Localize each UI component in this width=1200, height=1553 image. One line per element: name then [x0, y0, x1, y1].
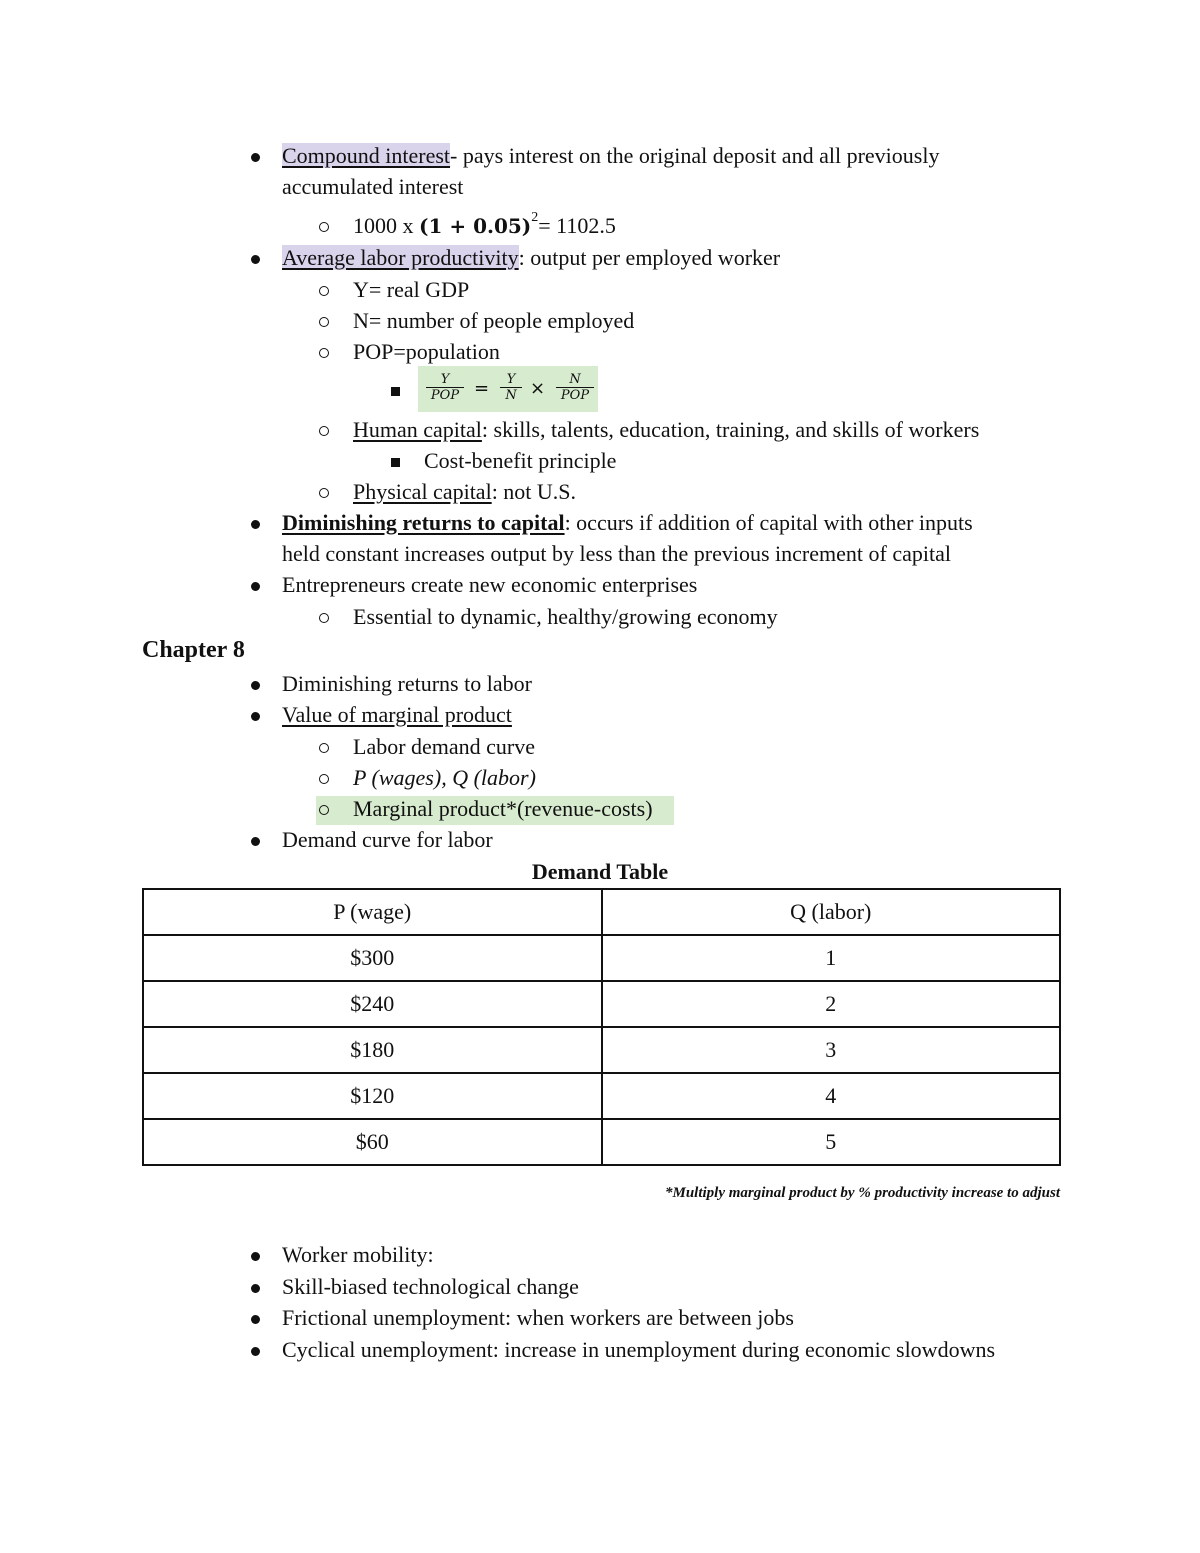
table-title: Demand Table [531, 859, 669, 884]
bullet-circle-icon [319, 348, 329, 358]
fraction-n-over-pop [556, 372, 594, 403]
compound-interest-line [282, 142, 939, 170]
list-item: Y= real GDP [353, 277, 470, 302]
labor-productivity-def: : output per employed worker [518, 245, 781, 270]
demand-table [142, 888, 1061, 1166]
list-item: Diminishing returns to labor [282, 671, 532, 696]
numerator: Y [506, 372, 516, 387]
bullet-circle-icon [319, 222, 329, 232]
list-item: P (wages), Q (labor) [353, 765, 536, 790]
human-capital-line [353, 416, 979, 444]
formula-left: 1000 x [353, 213, 414, 238]
bullet-disc-icon [251, 837, 260, 846]
labor-productivity-term: Average labor productivity [282, 245, 519, 270]
table-row [143, 1027, 1060, 1073]
table-header-row [143, 889, 1060, 935]
denominator: POP [430, 388, 460, 403]
list-item: Cost-benefit principle [424, 448, 617, 473]
physical-capital-term: Physical capital [353, 479, 492, 504]
table-cell: $300 [143, 935, 602, 981]
denominator: N [505, 388, 517, 403]
list-item: Cyclical unemployment: increase in unemployment during economic slowdowns [282, 1337, 996, 1362]
bullet-disc-icon [251, 681, 260, 690]
bullet-disc-icon [251, 1315, 260, 1324]
formula-result: = 1102.5 [538, 213, 616, 238]
table-row [143, 981, 1060, 1027]
numerator: N [569, 372, 581, 387]
list-item: Essential to dynamic, healthy/growing economy [353, 604, 778, 629]
bullet-disc-icon [251, 1347, 260, 1356]
diminishing-returns-def-cont: held constant increases output by less than the previous increment of capital [282, 541, 951, 566]
bullet-circle-icon [319, 426, 329, 436]
list-item: Marginal product*(revenue-costs) [353, 796, 653, 821]
equals-sign: = [474, 378, 490, 399]
bullet-circle-icon [319, 613, 329, 623]
human-capital-def: : skills, talents, education, training, and skills of workers [481, 417, 980, 442]
diminishing-returns-def: : occurs if addition of capital with other inputs [564, 510, 973, 535]
physical-capital-line [353, 478, 576, 506]
numerator: Y [440, 372, 450, 387]
formula-paren: (1 + 0.05) [419, 214, 532, 238]
table-cell: $120 [143, 1073, 602, 1119]
list-item: POP=population [353, 339, 500, 364]
human-capital-term: Human capital [353, 417, 482, 442]
list-item: Frictional unemployment: when workers are between jobs [282, 1305, 794, 1330]
table-cell: 4 [602, 1073, 1061, 1119]
bullet-disc-icon [251, 1252, 260, 1261]
table-cell: 5 [602, 1119, 1061, 1165]
formula-exponent: 2 [531, 210, 539, 225]
compound-interest-def-cont: accumulated interest [282, 174, 464, 199]
table-cell: $60 [143, 1119, 602, 1165]
list-item: Skill-biased technological change [282, 1274, 579, 1299]
times-sign: × [530, 378, 546, 399]
bullet-disc-icon [251, 712, 260, 721]
value-marginal-product-term: Value of marginal product [282, 702, 512, 727]
labor-productivity-line [282, 244, 780, 272]
physical-capital-def: : not U.S. [491, 479, 577, 504]
compound-interest-term: Compound interest [282, 143, 451, 168]
bullet-circle-icon [319, 488, 329, 498]
diminishing-returns-line [282, 509, 973, 537]
list-item: Labor demand curve [353, 734, 536, 759]
table-row [143, 1119, 1060, 1165]
table-header-cell: Q (labor) [602, 889, 1061, 935]
bullet-disc-icon [251, 520, 260, 529]
bullet-circle-icon [319, 286, 329, 296]
table-cell: $180 [143, 1027, 602, 1073]
compound-formula [353, 212, 616, 244]
bullet-circle-icon [319, 805, 329, 815]
diminishing-returns-term: Diminishing returns to capital [282, 510, 565, 535]
bullet-disc-icon [251, 1284, 260, 1293]
list-item: Entrepreneurs create new economic enterprises [282, 572, 698, 597]
bullet-disc-icon [251, 255, 260, 264]
bullet-disc-icon [251, 153, 260, 162]
table-header-cell: P (wage) [143, 889, 602, 935]
table-cell: $240 [143, 981, 602, 1027]
bullet-circle-icon [319, 774, 329, 784]
bullet-circle-icon [319, 317, 329, 327]
table-cell: 2 [602, 981, 1061, 1027]
table-footnote: *Multiply marginal product by % productivity increase to adjust [664, 1185, 1060, 1201]
fraction-y-over-pop [426, 372, 464, 403]
chapter-heading: Chapter 8 [142, 637, 245, 663]
list-item: Demand curve for labor [282, 827, 493, 852]
bullet-square-icon [391, 458, 400, 467]
table-row [143, 935, 1060, 981]
table-row [143, 1073, 1060, 1119]
table-cell: 1 [602, 935, 1061, 981]
list-item: N= number of people employed [353, 308, 635, 333]
table-cell: 3 [602, 1027, 1061, 1073]
bullet-disc-icon [251, 582, 260, 591]
list-item: Worker mobility: [282, 1242, 434, 1267]
denominator: POP [560, 388, 590, 403]
compound-interest-def: - pays interest on the original deposit and all previously [450, 143, 940, 168]
fraction-y-over-n [500, 372, 522, 403]
bullet-circle-icon [319, 743, 329, 753]
productivity-equation [418, 366, 598, 412]
bullet-square-icon [391, 387, 400, 396]
